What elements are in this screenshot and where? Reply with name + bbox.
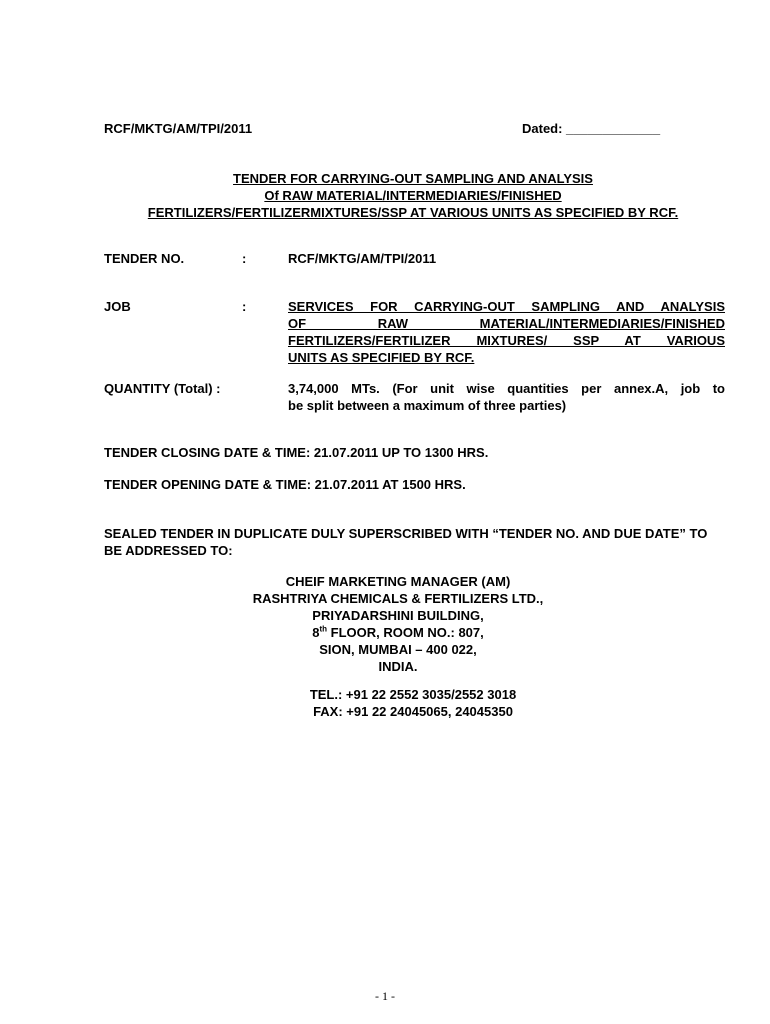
quantity-value bbox=[288, 380, 725, 414]
quantity-line-2: be split between a maximum of three parties) bbox=[288, 398, 567, 413]
submission-instruction: SEALED TENDER IN DUPLICATE DULY SUPERSCRIBED WITH “TENDER NO. AND DUE DATE” TO BE ADDRESSED TO: bbox=[104, 526, 708, 558]
telephone: TEL.: +91 22 2552 3035/2552 3018 bbox=[309, 687, 517, 702]
job-line-3: FERTILIZERS/FERTILIZER MIXTURES/ SSP AT VARIOUS bbox=[288, 333, 725, 348]
tender-no-value: RCF/MKTG/AM/TPI/2011 bbox=[288, 251, 437, 266]
job-value bbox=[288, 298, 725, 366]
tender-title-line-1: TENDER FOR CARRYING-OUT SAMPLING AND ANALYSIS bbox=[233, 171, 593, 186]
address-line-6: INDIA. bbox=[378, 659, 418, 674]
dated-field: Dated: _____________ bbox=[522, 121, 661, 136]
quantity-line-1: 3,74,000 MTs. (For unit wise quantities per annex.A, job to bbox=[288, 381, 725, 396]
tender-closing-date: TENDER CLOSING DATE & TIME: 21.07.2011 UP TO 1300 HRS. bbox=[104, 445, 489, 460]
job-line-2: OF RAW MATERIAL/INTERMEDIARIES/FINISHED bbox=[288, 316, 725, 331]
floor-number: 8 bbox=[312, 625, 320, 640]
tender-no-colon: : bbox=[242, 251, 247, 266]
tender-no-label: TENDER NO. bbox=[104, 251, 185, 266]
tender-opening-date: TENDER OPENING DATE & TIME: 21.07.2011 AT 1500 HRS. bbox=[104, 477, 466, 492]
floor-ordinal: th bbox=[319, 624, 328, 634]
job-colon: : bbox=[242, 299, 247, 314]
quantity-label: QUANTITY (Total) : bbox=[104, 381, 221, 396]
address-line-2: RASHTRIYA CHEMICALS & FERTILIZERS LTD., bbox=[252, 591, 544, 606]
address-line-1: CHEIF MARKETING MANAGER (AM) bbox=[285, 574, 511, 589]
reference-number: RCF/MKTG/AM/TPI/2011 bbox=[104, 121, 253, 136]
address-line-4 bbox=[0, 624, 770, 641]
tender-title bbox=[0, 170, 770, 221]
tender-title-line-3: FERTILIZERS/FERTILIZERMIXTURES/SSP AT VARIOUS UNITS AS SPECIFIED BY RCF. bbox=[147, 205, 679, 220]
contact-block bbox=[0, 686, 770, 720]
address-block bbox=[0, 573, 770, 675]
tender-title-line-2: Of RAW MATERIAL/INTERMEDIARIES/FINISHED bbox=[264, 188, 562, 203]
floor-room: FLOOR, ROOM NO.: 807, bbox=[327, 625, 484, 640]
job-line-4: UNITS AS SPECIFIED BY RCF. bbox=[288, 350, 475, 365]
address-line-5: SION, MUMBAI – 400 022, bbox=[319, 642, 477, 657]
fax: FAX: +91 22 24045065, 24045350 bbox=[313, 704, 513, 719]
job-label: JOB bbox=[104, 299, 131, 314]
address-line-3: PRIYADARSHINI BUILDING, bbox=[312, 608, 484, 623]
job-line-1: SERVICES FOR CARRYING-OUT SAMPLING AND ANALYSIS bbox=[288, 299, 725, 314]
page-number: - 1 - bbox=[375, 989, 395, 1003]
